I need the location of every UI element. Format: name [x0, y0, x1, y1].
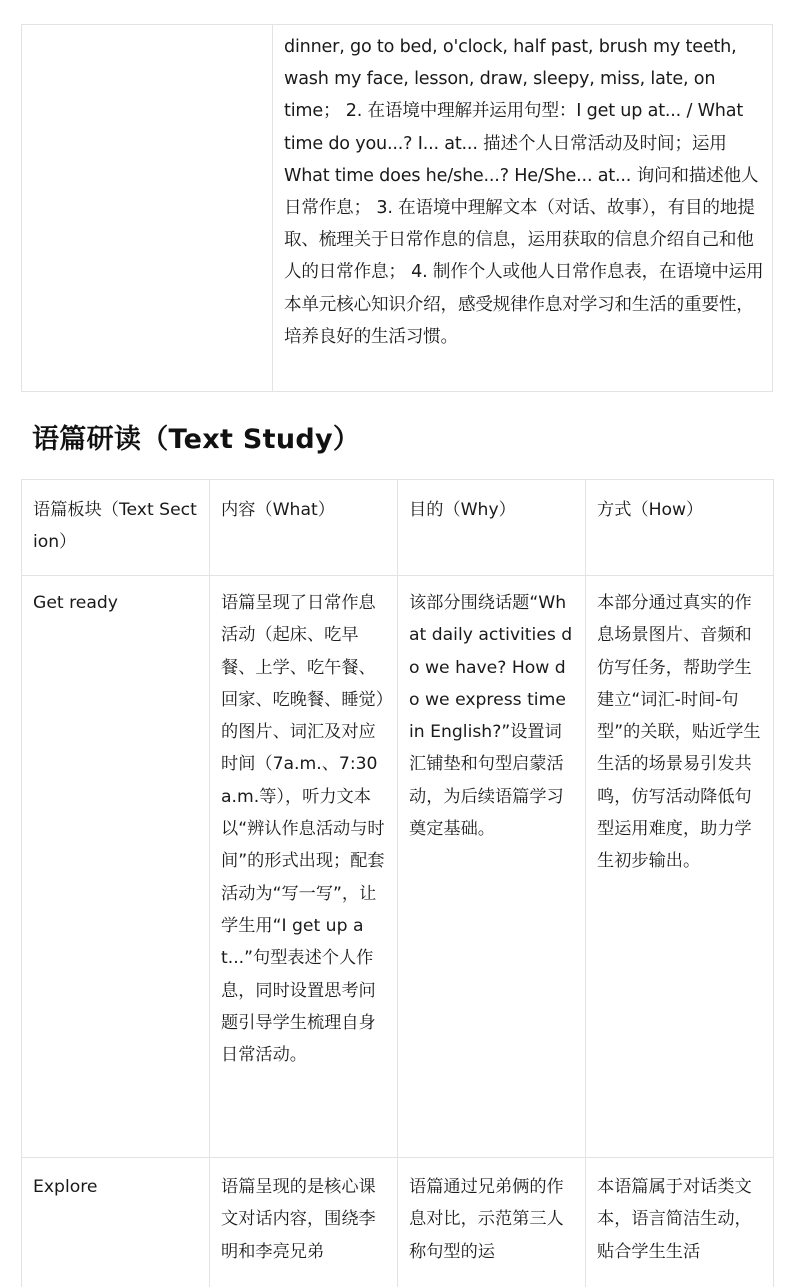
header-text-section: 语篇板块（Text Section）	[22, 480, 210, 576]
objectives-label-cell	[22, 25, 273, 392]
cell-section: Explore	[22, 1158, 210, 1287]
objectives-row	[22, 25, 773, 392]
cell-how: 本部分通过真实的作息场景图片、音频和仿写任务，帮助学生建立“词汇-时间-句型”的关联，贴近学生生活的场景易引发共鸣，仿写活动降低句型运用难度，助力学生初步输出。	[586, 576, 774, 1158]
cell-how: 本语篇属于对话类文本，语言简洁生动，贴合学生生活	[586, 1158, 774, 1287]
cell-why: 语篇通过兄弟俩的作息对比，示范第三人称句型的运	[398, 1158, 586, 1287]
cell-why: 该部分围绕话题“What daily activities do we have? How do we express time in English?”设置词汇铺垫和句型启蒙活动，为后续语篇学习奠定基础。	[398, 576, 586, 1158]
section-title: 语篇研读（Text Study）	[32, 424, 361, 455]
table-row	[22, 1158, 774, 1287]
header-why: 目的（Why）	[398, 480, 586, 576]
cell-what: 语篇呈现了日常作息活动（起床、吃早餐、上学、吃午餐、回家、吃晚餐、睡觉）的图片、词汇及对应时间（7a.m.、7:30a.m.等），听力文本以“辨认作息活动与时间”的形式出现；配套活动为“写一写”，让学生用“I get up at...”句型表述个人作息，同时设置思考问题引导学生梳理自身日常活动。	[210, 576, 398, 1158]
table-row	[22, 576, 774, 1158]
table-header-row	[22, 480, 774, 576]
objectives-table	[21, 24, 773, 392]
header-how: 方式（How）	[586, 480, 774, 576]
header-what: 内容（What）	[210, 480, 398, 576]
cell-section: Get ready	[22, 576, 210, 1158]
objectives-content-cell: dinner, go to bed, o'clock, half past, brush my teeth, wash my face, lesson, draw, sleepy, miss, late, on time； 2. 在语境中理解并运用句型：I get up at... / What time do you...? I... at... 描述个人日常活动及时间；运用 What time does he/she...? He/She... at... 询问和描述他人日常作息； 3. 在语境中理解文本（对话、故事），有目的地提取、梳理关于日常作息的信息，运用获取的信息介绍自己和他人的日常作息； 4. 制作个人或他人日常作息表，在语境中运用本单元核心知识介绍，感受规律作息对学习和生活的重要性，培养良好的生活习惯。	[273, 25, 773, 392]
text-study-table	[21, 479, 774, 1287]
cell-what: 语篇呈现的是核心课文对话内容，围绕李明和李亮兄弟	[210, 1158, 398, 1287]
